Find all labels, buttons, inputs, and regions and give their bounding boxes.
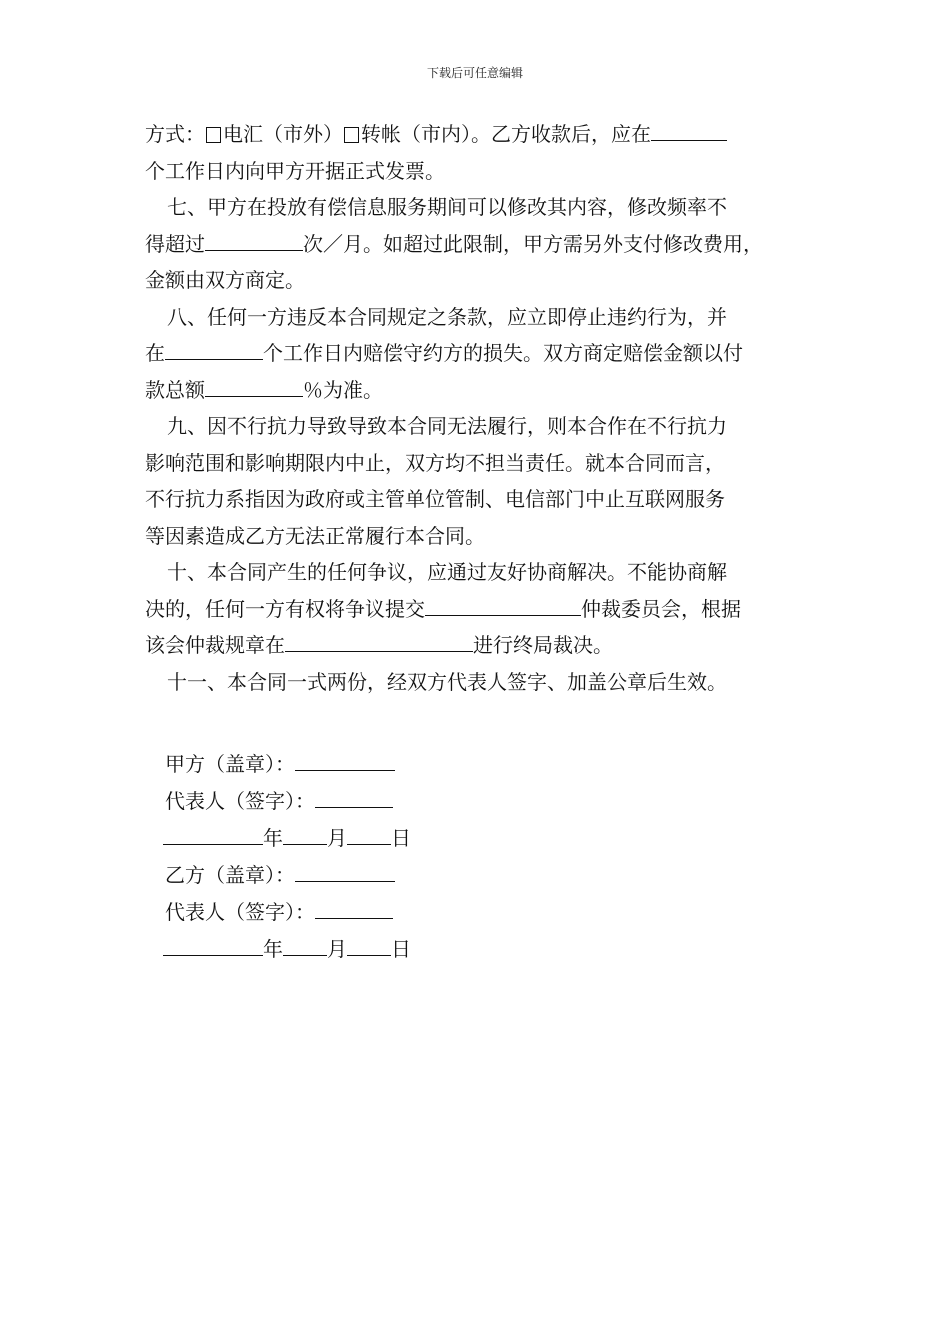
party-a-month-blank[interactable]	[283, 826, 327, 845]
modification-limit-blank[interactable]	[205, 232, 303, 251]
telegraphic-transfer-checkbox[interactable]	[206, 127, 221, 143]
party-b-month-blank[interactable]	[283, 937, 327, 956]
party-b-day-blank[interactable]	[347, 937, 391, 956]
party-a-seal-row: 甲方（盖章）：	[165, 746, 411, 783]
clause-11-line-1: 十一、本合同一式两份，经双方代表人签字、加盖公章后生效。	[167, 669, 727, 694]
clause-10-line-3: 该会仲裁规章在 进行终局裁决。	[145, 633, 613, 657]
arbitration-place-blank[interactable]	[285, 633, 473, 652]
clause-8-line-3: 款总额 ％为准。	[145, 377, 383, 402]
compensation-days-blank[interactable]	[165, 341, 263, 360]
invoice-days-blank[interactable]	[651, 122, 727, 141]
rep-b-signature-blank[interactable]	[315, 900, 393, 919]
clause-9-line-2: 影响范围和影响期限内中止，双方均不担当责任。就本合同而言，	[145, 450, 725, 475]
clause-8-line-1: 八、任何一方违反本合同规定之条款，应立即停止违约行为，并	[167, 304, 727, 329]
party-a-year-blank[interactable]	[163, 826, 263, 845]
bank-transfer-checkbox[interactable]	[344, 127, 359, 143]
clause-9-line-1: 九、因不行抗力导致导致本合同无法履行，则本合作在不行抗力	[167, 414, 727, 438]
arbitration-committee-blank[interactable]	[425, 597, 581, 616]
compensation-percent-blank[interactable]	[205, 378, 303, 397]
signature-block	[165, 746, 411, 968]
rep-b-sign-row: 代表人（签字）：	[165, 894, 411, 931]
clause-9-line-3: 不行抗力系指因为政府或主管单位管制、电信部门中止互联网服务	[145, 487, 725, 511]
clause-7-line-3: 金额由双方商定。	[145, 268, 305, 292]
rep-a-signature-blank[interactable]	[315, 789, 393, 808]
page-header: 下载后可任意编辑	[426, 66, 523, 80]
party-b-year-blank[interactable]	[163, 937, 263, 956]
clause-6-line-2: 个工作日内向甲方开据正式发票。	[145, 158, 445, 183]
party-a-date-row: 年 月 日	[163, 820, 411, 857]
clause-7-line-2: 得超过 次／月。如超过此限制，甲方需另外支付修改费用，	[145, 231, 763, 256]
contract-body	[145, 116, 825, 700]
party-b-seal-blank[interactable]	[295, 863, 395, 882]
party-a-day-blank[interactable]	[347, 826, 391, 845]
clause-10-line-2: 决的，任何一方有权将争议提交 仲裁委员会，根据	[145, 596, 741, 621]
clause-9-line-4: 等因素造成乙方无法正常履行本合同。	[145, 523, 485, 548]
party-b-date-row: 年 月 日	[163, 931, 411, 968]
clause-10-line-1: 十、本合同产生的任何争议，应通过友好协商解决。不能协商解	[167, 560, 727, 584]
clause-7-line-1: 七、甲方在投放有偿信息服务期间可以修改其内容，修改频率不	[167, 195, 727, 219]
rep-a-sign-row: 代表人（签字）：	[165, 783, 411, 820]
party-a-seal-blank[interactable]	[295, 752, 395, 771]
party-b-seal-row: 乙方（盖章）：	[165, 857, 411, 894]
clause-6-line-1: 方式： 电汇（市外） 转帐（市内）。乙方收款后，应在	[145, 116, 825, 153]
clause-8-line-2: 在 个工作日内赔偿守约方的损失。双方商定赔偿金额以付	[145, 341, 743, 365]
